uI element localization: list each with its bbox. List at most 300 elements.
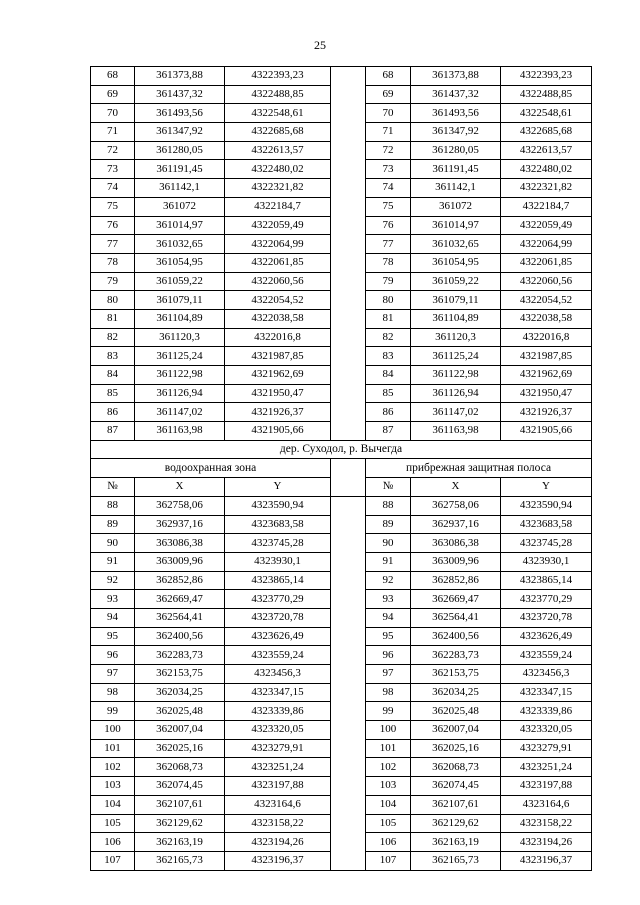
column-gap — [331, 272, 366, 291]
right-x-coordinate: 362758,06 — [411, 496, 501, 515]
column-gap — [331, 833, 366, 852]
left-y-coordinate: 4322016,8 — [225, 328, 331, 347]
table-row — [91, 253, 592, 272]
column-gap — [331, 104, 366, 123]
left-point-number: 106 — [91, 833, 135, 852]
table-row — [91, 795, 592, 814]
column-gap — [331, 646, 366, 665]
right-y-coordinate: 4322393,23 — [501, 67, 592, 86]
page-number: 25 — [314, 38, 326, 52]
right-y-coordinate: 4321926,37 — [501, 403, 592, 422]
column-gap — [331, 851, 366, 870]
column-gap — [331, 515, 366, 534]
left-x-coordinate: 361120,3 — [135, 328, 225, 347]
right-point-number: 103 — [366, 777, 411, 796]
right-point-number: 70 — [366, 104, 411, 123]
right-point-number: 90 — [366, 534, 411, 553]
left-header-y: Y — [225, 478, 331, 497]
column-gap — [331, 291, 366, 310]
right-y-coordinate: 4323930,1 — [501, 552, 592, 571]
column-gap — [331, 235, 366, 254]
left-y-coordinate: 4322321,82 — [225, 179, 331, 198]
column-gap — [331, 590, 366, 609]
table-row — [91, 85, 592, 104]
right-x-coordinate: 362034,25 — [411, 683, 501, 702]
right-y-coordinate: 4322061,85 — [501, 253, 592, 272]
table-row — [91, 235, 592, 254]
table-row — [91, 347, 592, 366]
right-point-number: 92 — [366, 571, 411, 590]
column-gap — [331, 552, 366, 571]
right-x-coordinate: 361347,92 — [411, 123, 501, 142]
right-x-coordinate: 362153,75 — [411, 665, 501, 684]
left-x-coordinate: 362107,61 — [135, 795, 225, 814]
left-x-coordinate: 361191,45 — [135, 160, 225, 179]
right-y-coordinate: 4322059,49 — [501, 216, 592, 235]
column-gap — [331, 608, 366, 627]
table-row — [91, 216, 592, 235]
right-y-coordinate: 4323590,94 — [501, 496, 592, 515]
right-y-coordinate: 4323626,49 — [501, 627, 592, 646]
column-gap — [331, 702, 366, 721]
left-x-coordinate: 362283,73 — [135, 646, 225, 665]
right-x-coordinate: 361191,45 — [411, 160, 501, 179]
right-y-coordinate: 4323194,26 — [501, 833, 592, 852]
left-point-number: 81 — [91, 309, 135, 328]
right-header-num: № — [366, 478, 411, 497]
left-y-coordinate: 4323164,6 — [225, 795, 331, 814]
table-row — [91, 590, 592, 609]
right-x-coordinate: 362129,62 — [411, 814, 501, 833]
left-point-number: 74 — [91, 179, 135, 198]
left-x-coordinate: 361032,65 — [135, 235, 225, 254]
right-point-number: 86 — [366, 403, 411, 422]
left-point-number: 90 — [91, 534, 135, 553]
column-gap — [331, 571, 366, 590]
right-point-number: 95 — [366, 627, 411, 646]
right-y-coordinate: 4322060,56 — [501, 272, 592, 291]
table-row — [91, 515, 592, 534]
left-point-number: 70 — [91, 104, 135, 123]
right-y-coordinate: 4322321,82 — [501, 179, 592, 198]
right-point-number: 78 — [366, 253, 411, 272]
column-gap — [331, 403, 366, 422]
table-row — [91, 833, 592, 852]
right-point-number: 94 — [366, 608, 411, 627]
table-row — [91, 123, 592, 142]
left-x-coordinate: 361142,1 — [135, 179, 225, 198]
right-x-coordinate: 362163,19 — [411, 833, 501, 852]
right-x-coordinate: 362852,86 — [411, 571, 501, 590]
right-point-number: 84 — [366, 366, 411, 385]
left-point-number: 105 — [91, 814, 135, 833]
left-y-coordinate: 4323590,94 — [225, 496, 331, 515]
left-x-coordinate: 363009,96 — [135, 552, 225, 571]
section-title: дер. Суходол, р. Вычегда — [91, 440, 592, 459]
table-row — [91, 384, 592, 403]
right-point-number: 93 — [366, 590, 411, 609]
left-x-coordinate: 363086,38 — [135, 534, 225, 553]
right-header-y: Y — [501, 478, 592, 497]
right-x-coordinate: 362165,73 — [411, 851, 501, 870]
left-point-number: 75 — [91, 197, 135, 216]
right-y-coordinate: 4321962,69 — [501, 366, 592, 385]
left-point-number: 79 — [91, 272, 135, 291]
table-row — [91, 328, 592, 347]
right-y-coordinate: 4321987,85 — [501, 347, 592, 366]
left-point-number: 88 — [91, 496, 135, 515]
column-gap — [331, 478, 366, 497]
left-point-number: 93 — [91, 590, 135, 609]
right-y-coordinate: 4323197,88 — [501, 777, 592, 796]
right-x-coordinate: 361059,22 — [411, 272, 501, 291]
table-row — [91, 197, 592, 216]
left-x-coordinate: 362025,48 — [135, 702, 225, 721]
left-y-coordinate: 4323320,05 — [225, 721, 331, 740]
left-y-coordinate: 4322685,68 — [225, 123, 331, 142]
left-x-coordinate: 362153,75 — [135, 665, 225, 684]
right-x-coordinate: 361120,3 — [411, 328, 501, 347]
column-gap — [331, 721, 366, 740]
right-y-coordinate: 4323347,15 — [501, 683, 592, 702]
left-x-coordinate: 362025,16 — [135, 739, 225, 758]
table-row — [91, 422, 592, 441]
left-point-number: 103 — [91, 777, 135, 796]
table-row — [91, 608, 592, 627]
right-y-coordinate: 4322480,02 — [501, 160, 592, 179]
right-y-coordinate: 4322613,57 — [501, 141, 592, 160]
left-y-coordinate: 4322480,02 — [225, 160, 331, 179]
right-point-number: 71 — [366, 123, 411, 142]
right-x-coordinate: 362669,47 — [411, 590, 501, 609]
right-point-number: 91 — [366, 552, 411, 571]
table-row — [91, 739, 592, 758]
right-y-coordinate: 4323196,37 — [501, 851, 592, 870]
left-x-coordinate: 362068,73 — [135, 758, 225, 777]
left-y-coordinate: 4322059,49 — [225, 216, 331, 235]
right-point-number: 73 — [366, 160, 411, 179]
left-zone-title: водоохранная зона — [91, 459, 331, 478]
left-point-number: 82 — [91, 328, 135, 347]
left-point-number: 101 — [91, 739, 135, 758]
left-y-coordinate: 4323339,86 — [225, 702, 331, 721]
right-x-coordinate: 362068,73 — [411, 758, 501, 777]
left-x-coordinate: 361347,92 — [135, 123, 225, 142]
right-point-number: 106 — [366, 833, 411, 852]
left-point-number: 72 — [91, 141, 135, 160]
left-point-number: 100 — [91, 721, 135, 740]
left-point-number: 94 — [91, 608, 135, 627]
left-x-coordinate: 361126,94 — [135, 384, 225, 403]
left-x-coordinate: 362163,19 — [135, 833, 225, 852]
table-row — [91, 104, 592, 123]
right-x-coordinate: 361079,11 — [411, 291, 501, 310]
right-point-number: 82 — [366, 328, 411, 347]
right-y-coordinate: 4323559,24 — [501, 646, 592, 665]
column-gap — [331, 777, 366, 796]
column-gap — [331, 253, 366, 272]
table-row — [91, 291, 592, 310]
left-point-number: 77 — [91, 235, 135, 254]
right-y-coordinate: 4323320,05 — [501, 721, 592, 740]
right-point-number: 97 — [366, 665, 411, 684]
left-y-coordinate: 4322064,99 — [225, 235, 331, 254]
left-y-coordinate: 4323197,88 — [225, 777, 331, 796]
top-section — [91, 67, 592, 441]
column-gap — [331, 160, 366, 179]
bottom-section — [91, 496, 592, 870]
column-gap — [331, 496, 366, 515]
right-point-number: 100 — [366, 721, 411, 740]
right-y-coordinate: 4322548,61 — [501, 104, 592, 123]
left-x-coordinate: 362669,47 — [135, 590, 225, 609]
table-row — [91, 758, 592, 777]
right-point-number: 98 — [366, 683, 411, 702]
left-point-number: 92 — [91, 571, 135, 590]
right-x-coordinate: 362107,61 — [411, 795, 501, 814]
table-row — [91, 141, 592, 160]
left-y-coordinate: 4322548,61 — [225, 104, 331, 123]
coordinates-table — [90, 66, 592, 871]
left-point-number: 97 — [91, 665, 135, 684]
table-row — [91, 702, 592, 721]
column-gap — [331, 422, 366, 441]
right-point-number: 76 — [366, 216, 411, 235]
column-gap — [331, 739, 366, 758]
left-point-number: 87 — [91, 422, 135, 441]
left-header-num: № — [91, 478, 135, 497]
right-point-number: 75 — [366, 197, 411, 216]
left-y-coordinate: 4323626,49 — [225, 627, 331, 646]
left-x-coordinate: 362129,62 — [135, 814, 225, 833]
table-row — [91, 777, 592, 796]
left-y-coordinate: 4323683,58 — [225, 515, 331, 534]
left-point-number: 80 — [91, 291, 135, 310]
left-x-coordinate: 362758,06 — [135, 496, 225, 515]
column-gap — [331, 665, 366, 684]
right-y-coordinate: 4323865,14 — [501, 571, 592, 590]
column-gap — [331, 814, 366, 833]
right-x-coordinate: 362025,16 — [411, 739, 501, 758]
right-y-coordinate: 4323720,78 — [501, 608, 592, 627]
right-y-coordinate: 4323164,6 — [501, 795, 592, 814]
right-x-coordinate: 361280,05 — [411, 141, 501, 160]
right-point-number: 107 — [366, 851, 411, 870]
left-point-number: 86 — [91, 403, 135, 422]
left-x-coordinate: 361079,11 — [135, 291, 225, 310]
right-y-coordinate: 4322685,68 — [501, 123, 592, 142]
right-point-number: 87 — [366, 422, 411, 441]
left-point-number: 102 — [91, 758, 135, 777]
left-y-coordinate: 4322038,58 — [225, 309, 331, 328]
left-point-number: 71 — [91, 123, 135, 142]
left-point-number: 84 — [91, 366, 135, 385]
table-row — [91, 179, 592, 198]
left-x-coordinate: 362034,25 — [135, 683, 225, 702]
right-y-coordinate: 4323456,3 — [501, 665, 592, 684]
right-x-coordinate: 361032,65 — [411, 235, 501, 254]
table-row — [91, 721, 592, 740]
left-point-number: 68 — [91, 67, 135, 86]
right-point-number: 105 — [366, 814, 411, 833]
column-gap — [331, 795, 366, 814]
table-row — [91, 366, 592, 385]
right-x-coordinate: 361147,02 — [411, 403, 501, 422]
left-y-coordinate: 4322060,56 — [225, 272, 331, 291]
column-gap — [331, 85, 366, 104]
left-y-coordinate: 4322488,85 — [225, 85, 331, 104]
left-point-number: 69 — [91, 85, 135, 104]
left-y-coordinate: 4321905,66 — [225, 422, 331, 441]
right-point-number: 104 — [366, 795, 411, 814]
left-point-number: 107 — [91, 851, 135, 870]
right-point-number: 81 — [366, 309, 411, 328]
left-y-coordinate: 4323196,37 — [225, 851, 331, 870]
column-gap — [331, 123, 366, 142]
left-y-coordinate: 4322054,52 — [225, 291, 331, 310]
left-y-coordinate: 4323194,26 — [225, 833, 331, 852]
column-gap — [331, 459, 366, 478]
left-point-number: 83 — [91, 347, 135, 366]
right-x-coordinate: 361072 — [411, 197, 501, 216]
right-x-coordinate: 361125,24 — [411, 347, 501, 366]
left-point-number: 98 — [91, 683, 135, 702]
left-y-coordinate: 4323720,78 — [225, 608, 331, 627]
column-gap — [331, 197, 366, 216]
column-gap — [331, 366, 366, 385]
right-x-coordinate: 361142,1 — [411, 179, 501, 198]
right-point-number: 101 — [366, 739, 411, 758]
left-x-coordinate: 361437,32 — [135, 85, 225, 104]
column-gap — [331, 627, 366, 646]
right-x-coordinate: 361014,97 — [411, 216, 501, 235]
left-x-coordinate: 362937,16 — [135, 515, 225, 534]
right-x-coordinate: 363009,96 — [411, 552, 501, 571]
right-x-coordinate: 362074,45 — [411, 777, 501, 796]
table-row — [91, 571, 592, 590]
right-y-coordinate: 4323745,28 — [501, 534, 592, 553]
left-x-coordinate: 361059,22 — [135, 272, 225, 291]
left-x-coordinate: 362165,73 — [135, 851, 225, 870]
right-y-coordinate: 4322038,58 — [501, 309, 592, 328]
left-point-number: 85 — [91, 384, 135, 403]
left-point-number: 91 — [91, 552, 135, 571]
left-x-coordinate: 361373,88 — [135, 67, 225, 86]
left-x-coordinate: 361072 — [135, 197, 225, 216]
right-point-number: 74 — [366, 179, 411, 198]
left-point-number: 76 — [91, 216, 135, 235]
right-point-number: 72 — [366, 141, 411, 160]
left-x-coordinate: 361125,24 — [135, 347, 225, 366]
right-point-number: 89 — [366, 515, 411, 534]
left-x-coordinate: 361014,97 — [135, 216, 225, 235]
left-x-coordinate: 361122,98 — [135, 366, 225, 385]
left-y-coordinate: 4321950,47 — [225, 384, 331, 403]
left-header-x: X — [135, 478, 225, 497]
right-zone-title: прибрежная защитная полоса — [366, 459, 592, 478]
left-y-coordinate: 4323930,1 — [225, 552, 331, 571]
right-y-coordinate: 4322054,52 — [501, 291, 592, 310]
left-y-coordinate: 4323251,24 — [225, 758, 331, 777]
left-x-coordinate: 362400,56 — [135, 627, 225, 646]
right-y-coordinate: 4323158,22 — [501, 814, 592, 833]
right-y-coordinate: 4323339,86 — [501, 702, 592, 721]
right-x-coordinate: 361104,89 — [411, 309, 501, 328]
right-x-coordinate: 362400,56 — [411, 627, 501, 646]
left-y-coordinate: 4323865,14 — [225, 571, 331, 590]
table-row — [91, 496, 592, 515]
right-header-x: X — [411, 478, 501, 497]
right-point-number: 77 — [366, 235, 411, 254]
table-row — [91, 665, 592, 684]
left-x-coordinate: 362564,41 — [135, 608, 225, 627]
left-y-coordinate: 4321926,37 — [225, 403, 331, 422]
right-point-number: 85 — [366, 384, 411, 403]
left-y-coordinate: 4322061,85 — [225, 253, 331, 272]
right-point-number: 102 — [366, 758, 411, 777]
left-y-coordinate: 4323279,91 — [225, 739, 331, 758]
table-row — [91, 552, 592, 571]
left-x-coordinate: 361104,89 — [135, 309, 225, 328]
table-row — [91, 534, 592, 553]
right-y-coordinate: 4323770,29 — [501, 590, 592, 609]
right-x-coordinate: 362283,73 — [411, 646, 501, 665]
right-point-number: 96 — [366, 646, 411, 665]
right-point-number: 99 — [366, 702, 411, 721]
column-gap — [331, 141, 366, 160]
left-y-coordinate: 4323559,24 — [225, 646, 331, 665]
column-gap — [331, 309, 366, 328]
left-x-coordinate: 362007,04 — [135, 721, 225, 740]
left-x-coordinate: 362852,86 — [135, 571, 225, 590]
right-point-number: 79 — [366, 272, 411, 291]
left-point-number: 95 — [91, 627, 135, 646]
left-point-number: 104 — [91, 795, 135, 814]
left-y-coordinate: 4322393,23 — [225, 67, 331, 86]
left-x-coordinate: 361493,56 — [135, 104, 225, 123]
left-y-coordinate: 4321987,85 — [225, 347, 331, 366]
left-y-coordinate: 4322613,57 — [225, 141, 331, 160]
table-row — [91, 814, 592, 833]
table-row — [91, 160, 592, 179]
right-y-coordinate: 4323683,58 — [501, 515, 592, 534]
right-x-coordinate: 362937,16 — [411, 515, 501, 534]
right-point-number: 88 — [366, 496, 411, 515]
left-x-coordinate: 361147,02 — [135, 403, 225, 422]
right-x-coordinate: 362564,41 — [411, 608, 501, 627]
column-gap — [331, 347, 366, 366]
right-y-coordinate: 4322488,85 — [501, 85, 592, 104]
right-y-coordinate: 4323251,24 — [501, 758, 592, 777]
right-y-coordinate: 4322184,7 — [501, 197, 592, 216]
column-gap — [331, 758, 366, 777]
table-row — [91, 403, 592, 422]
column-gap — [331, 67, 366, 86]
right-x-coordinate: 362007,04 — [411, 721, 501, 740]
left-point-number: 89 — [91, 515, 135, 534]
right-point-number: 68 — [366, 67, 411, 86]
right-x-coordinate: 361163,98 — [411, 422, 501, 441]
right-x-coordinate: 361373,88 — [411, 67, 501, 86]
section-header — [91, 440, 592, 496]
table-row — [91, 646, 592, 665]
column-gap — [331, 179, 366, 198]
column-gap — [331, 384, 366, 403]
left-point-number: 99 — [91, 702, 135, 721]
right-y-coordinate: 4321950,47 — [501, 384, 592, 403]
column-gap — [331, 216, 366, 235]
left-y-coordinate: 4322184,7 — [225, 197, 331, 216]
